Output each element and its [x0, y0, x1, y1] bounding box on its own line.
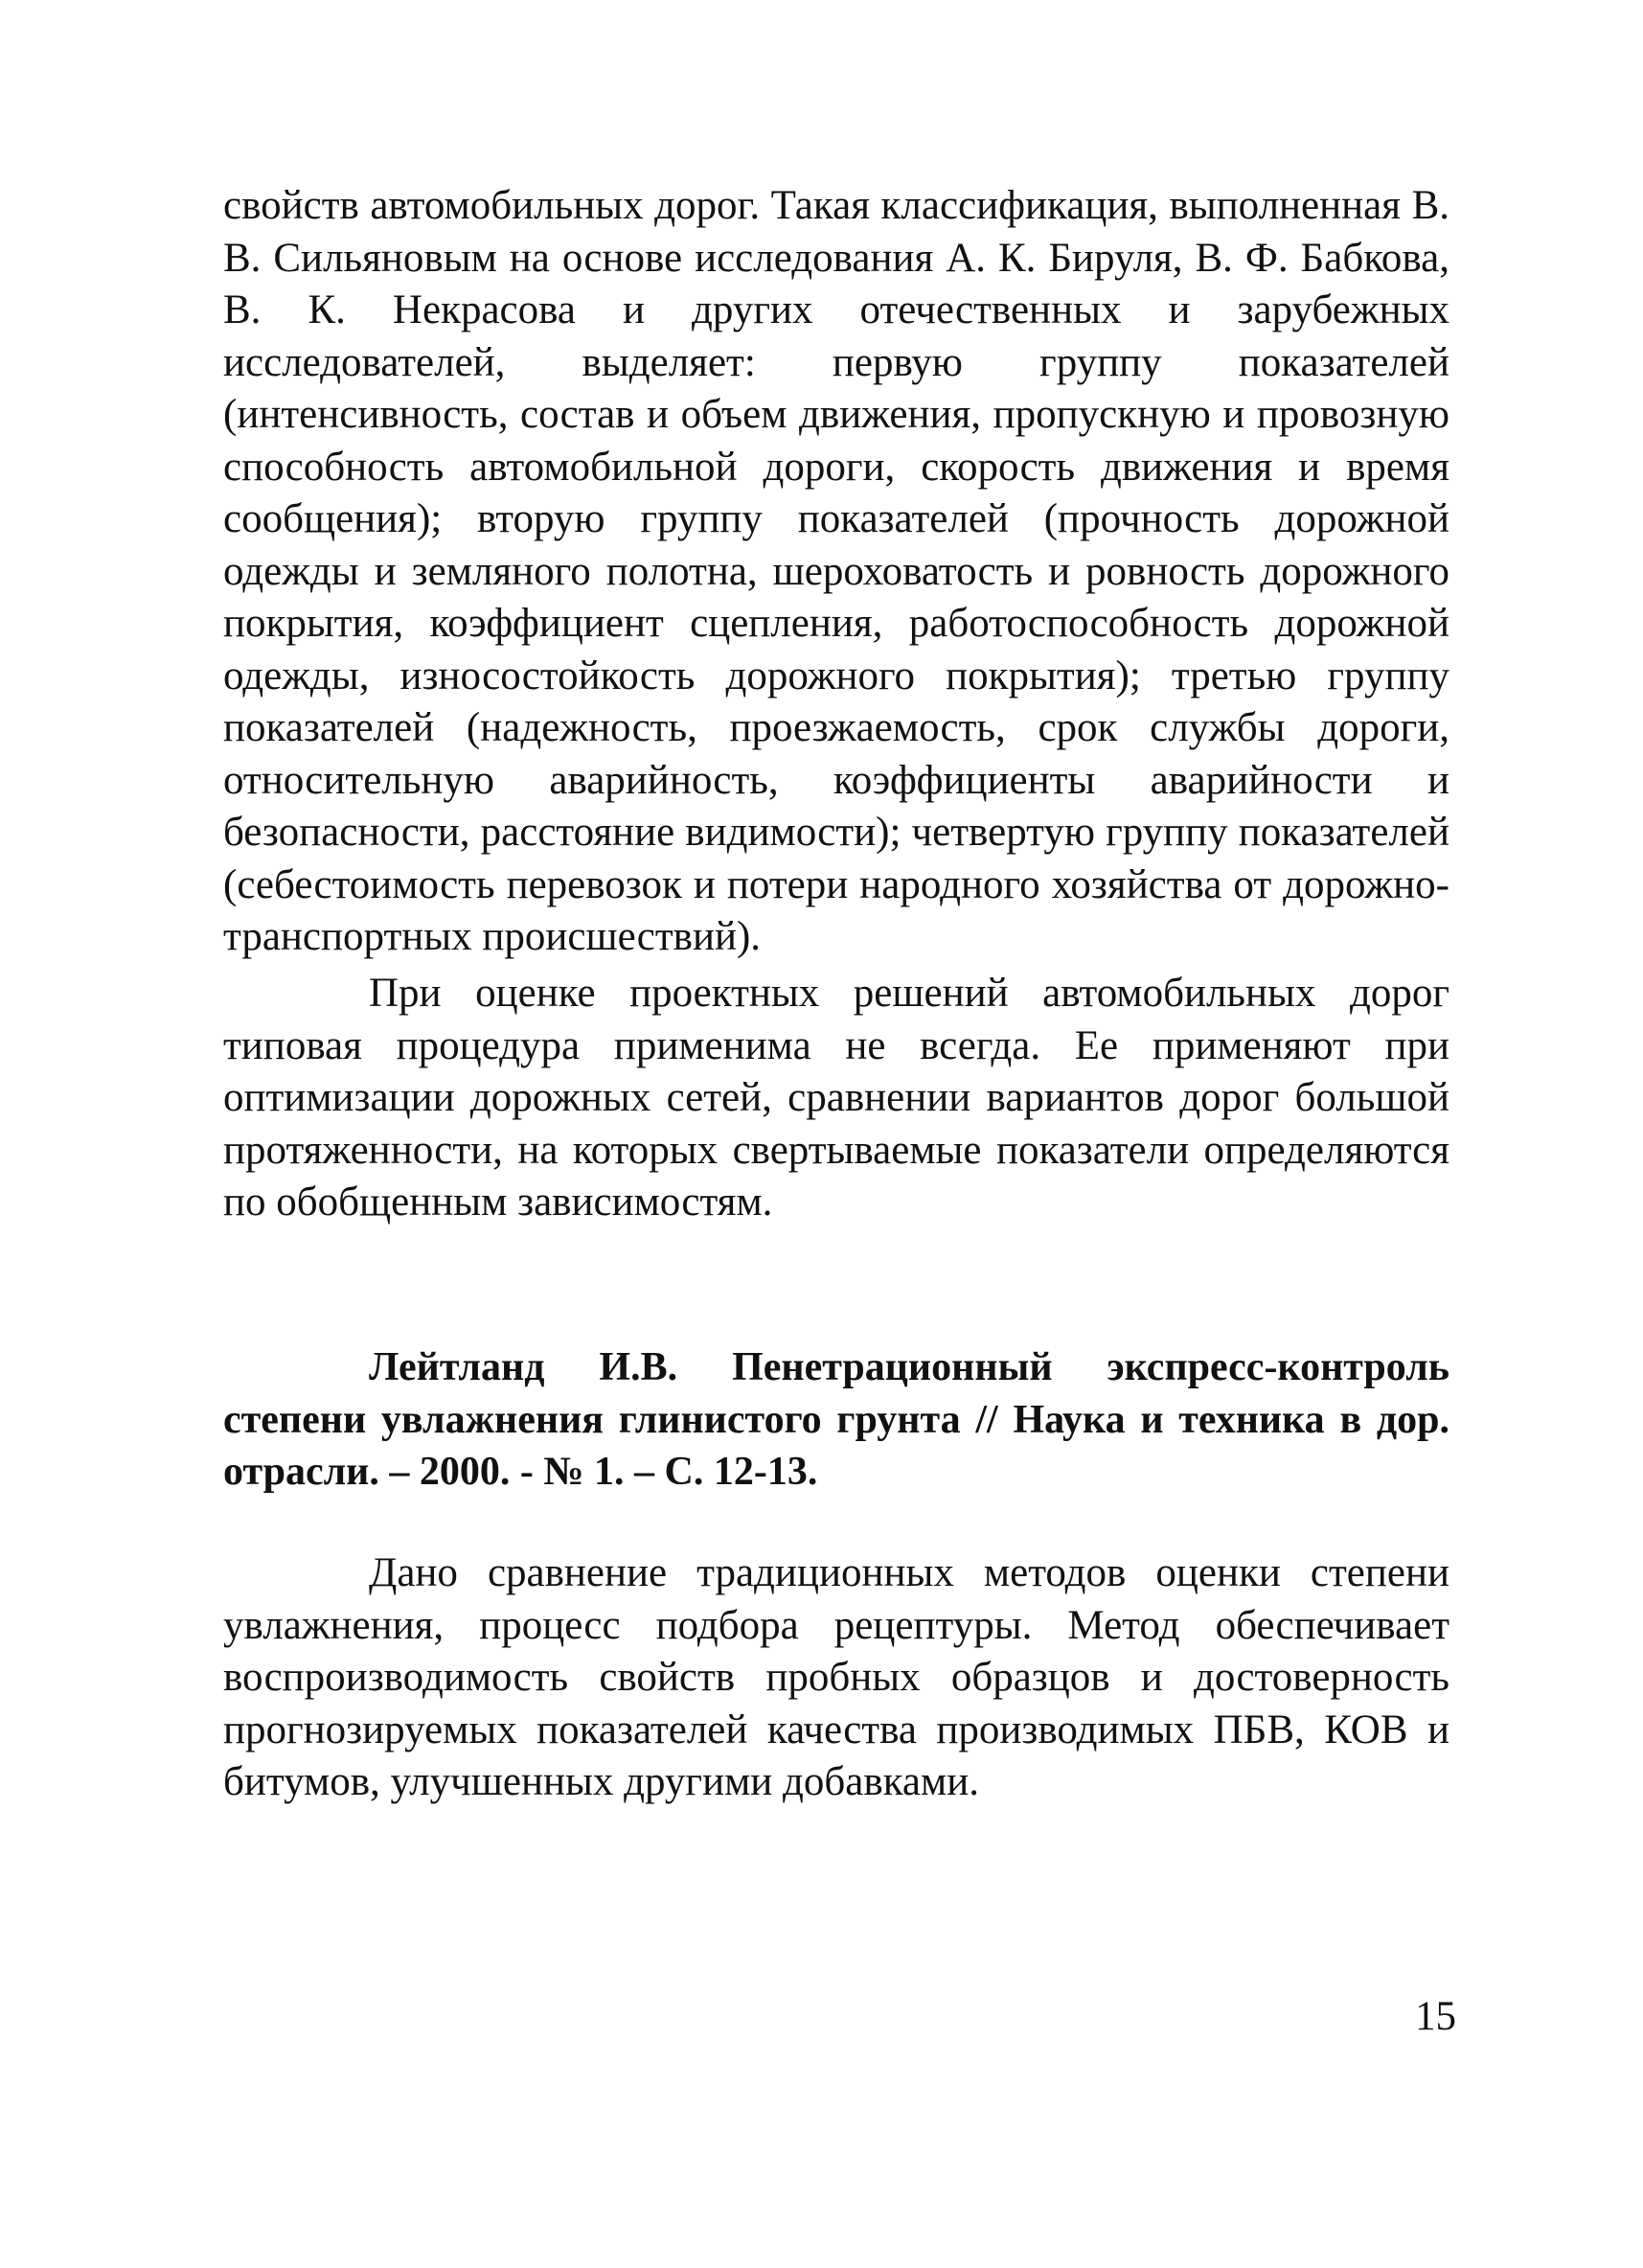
evaluation-paragraph: При оценке проектных решений автомобильных дорог типовая процедура применима не всегда. Ее применяют при оптимизации дорожных сетей, сравнении вариантов дорог большой протяженности, на которых свертываемые показатели определяются по обобщенным зависимостям. [223, 971, 1449, 1225]
abstract-section [223, 1547, 1449, 1809]
evaluation-section [223, 968, 1449, 1229]
classification-section [223, 180, 1449, 964]
reference-section [223, 1341, 1449, 1499]
page-number: 15 [1415, 1994, 1456, 2039]
reference-citation: Лейтланд И.В. Пенетрационный экспресс-контроль степени увлажнения глинистого грунта // Наука и техника в дор. отрасли. – 2000. - № 1. – С. 12-13. [223, 1345, 1449, 1494]
abstract-paragraph: Дано сравнение традиционных методов оценки степени увлажнения, процесс подбора рецептуры. Метод обеспечивает воспроизводимость свойств пробных образцов и достоверность прогнозируемых показателей качества производимых ПБВ, КОВ и битумов, улучшенных другими добавками. [223, 1550, 1449, 1804]
continuation-paragraph: свойств автомобильных дорог. Такая классификация, выполненная В. В. Сильяновым на основе исследования А. К. Бируля, В. Ф. Бабкова, В. К. Некрасова и других отечественных и зарубежных исследователей, выделяет: первую группу показателей (интенсивность, состав и объем движения, пропускную и провозную способность автомобильной дороги, скорость движения и время сообщения); вторую группу показателей (прочность дорожной одежды и земляного полотна, шероховатость и ровность дорожного покрытия, коэффициент сцепления, работоспособность дорожной одежды, износостойкость дорожного покрытия); третью группу показателей (надежность, проезжаемость, срок службы дороги, относительную аварийность, коэффициенты аварийности и безопасности, расстояние видимости); четвертую группу показателей (себестоимость перевозок и потери народного хозяйства от дорожно-транспортных происшествий). [223, 183, 1449, 959]
